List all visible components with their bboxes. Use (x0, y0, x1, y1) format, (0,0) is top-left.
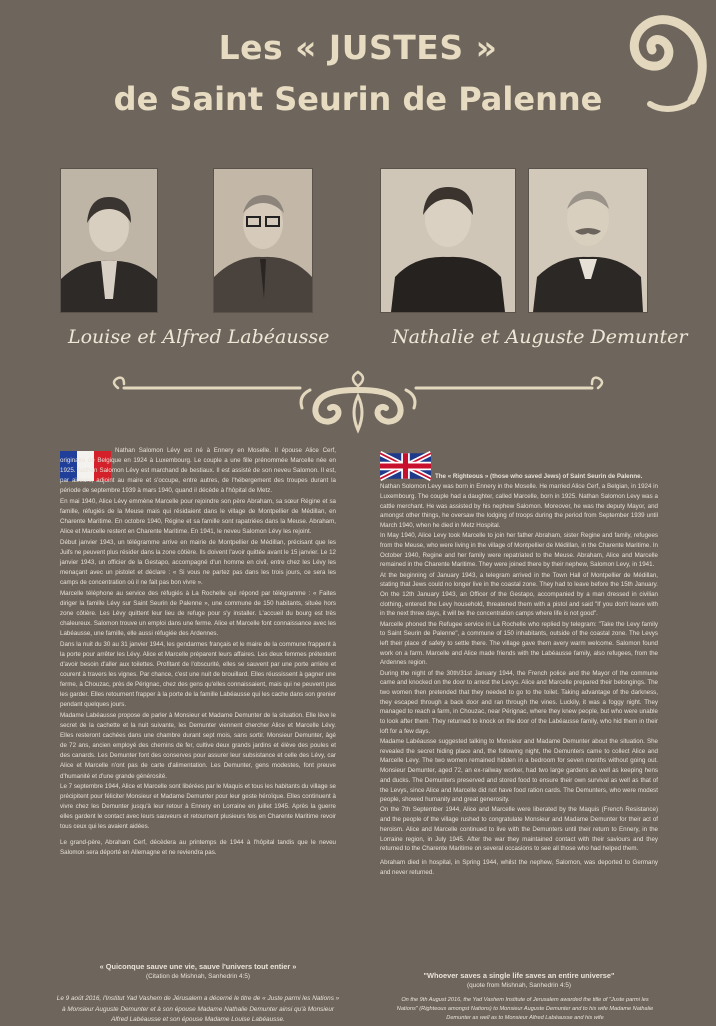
french-paragraph: Dans la nuit du 30 au 31 janvier 1944, les gendarmes français et le maire de la commune frappent à la porte pour arrêter les Lévy. Alice et Marcelle préparent leurs affaires. Les deux femmes prétextent d'avoir besoin d'aller aux toilettes. Profitant de l'obscurité, elles se sauvent par une porte arrière et courent à travers les vignes. Par chance, c'est une nuit de brouillard. Elles réussissent à gagner une ferme, à Chouzac, près de Pérignac, chez des gens qu'elles connaissaient, mais qui ne peuvent pas les garder. Elles retournent frapper à la porte de la famille Labéausse qui les cache dans son grenier pendant quelques jours. (60, 640, 336, 709)
english-paragraph: In May 1940, Alice Levy took Marcelle to join her father Abraham, sister Regine and family, refugees from the Meuse, who were living in the village of Montpellier de Médillan, in the Charente Maritime. In October 1940, Regine and her family were repatriated to the Meuse. Abraham, Alice and Marcelle remained in the Charente Maritime. They were joined there by their nephew, Salomon Levy, in 1941. (380, 532, 658, 569)
french-footnote: Le 9 août 2016, l'Institut Yad Vashem de Jérusalem a décerné le titre de « Juste parmi les Nations » à Monsieur Auguste Demunter et à son épouse Madame Nathalie Demunter ainsi qu'à Monsieur Alfred Labéausse et son épouse Madame Louise Labéausse. (56, 995, 340, 1023)
english-paragraph: On the 7th September 1944, Alice and Marcelle were liberated by the Maquis (French Resistance) and the people of the village rushed to congratulate Monsieur and Madame Demunter for their act of heroism. Alice and Marcelle continued to live with the Demunters until their return to Ennery, in the Lorraine region, in July 1945. After the war they maintained contact with their saviours and they returned to the Charente Maritime on several occasions to see all those who had helped them. (380, 806, 658, 853)
english-footnote: On the 9th August 2016, the Yad Vashem Institute of Jerusalem awarded the title of "Juste parmi les Nations" (Righteous amongst Nations) to Monsieur Auguste Demunter and to his wife Madame Nathalie Demunter as well as to Monsieur Alfred Labéausse and his wife (396, 997, 654, 1021)
portrait-louise (60, 168, 158, 313)
french-quote: « Quiconque sauve une vie, sauve l'univers tout entier » (99, 962, 297, 971)
french-quote-citation: (Citation de Mishnah, Sanhedrin 4:5) (145, 973, 251, 980)
french-paragraph: Le 7 septembre 1944, Alice et Marcelle sont libérées par le Maquis et tous les habitants du village se précipitent pour féliciter Monsieur et Madame Demunter pour leur geste héroïque. Elles continuent à vivre chez les Demunter jusqu'à leur retour à Ennery en Lorraine en juillet 1945. Après la guerre elles gardent le contact avec leurs sauveurs et retournent plusieurs fois en Charente Maritime revoir tous ceux qui les avaient aidées. (60, 783, 336, 831)
swirl-ornament-icon (622, 4, 708, 116)
english-paragraph: Madame Labéausse suggested talking to Monsieur and Madame Demunter about the situation. She revealed the secret hiding place and, the following night, the Demunters came to collect Alice and Marcelle Levy. The two women remained hidden in a bedroom for seven months without going out. Monsieur Demunter, aged 72, an ex-railway worker, had two large gardens as well as keeping hens and ducks. The Demunters preserved and stored food to ensure their own survival as well as that of the Levys, since Alice and Marcelle did not have food ration cards. The Demunters, who were modest people, showed humanity and great generosity. (380, 737, 658, 804)
page-title-line2: de Saint Seurin de Palenne (113, 80, 603, 118)
english-text-column (380, 472, 658, 878)
portrait-auguste (528, 168, 648, 313)
portrait-alfred (213, 168, 313, 313)
caption-labeausse: Louise et Alfred Labéausse (68, 326, 330, 348)
english-quote: "Whoever saves a single life saves an entire universe" (423, 971, 615, 980)
portrait-woman-icon (381, 169, 515, 312)
french-paragraph: Le grand-père, Abraham Cerf, décèdera au printemps de 1944 à l'hôpital tandis que le neveu Salomon sera déporté en Allemagne et ne reviendra pas. (60, 838, 336, 856)
french-paragraph: En mai 1940, Alice Lévy emmène Marcelle pour rejoindre son père Abraham, sa sœur Régine et sa famille, réfugiés de la Meuse mais qui résidaient dans le village de Montpellier de Médillan, en Charente Maritime. En octobre 1940, Régine et sa famille sont rapatriées dans la Meuse. Abraham, Alice et Marcelle restent en Charente Maritime. En 1941, le neveu Salomon Lévy les rejoint. (60, 497, 336, 536)
portrait-woman-icon (61, 169, 157, 312)
english-heading: The « Righteous » (those who saved Jews) of Saint Seurin de Palenne. (435, 473, 643, 480)
french-paragraph: Début janvier 1943, un télégramme arrive en mairie de Montpellier de Médillan, précisant que les Juifs ne peuvent plus résider dans la zone côtière. Ils doivent l'avoir quittée avant le 15 janvier. Le 12 janvier 1943, un officier de la Gestapo, accompagné d'un homme en civil, entre chez les Lévy les menaçant avec un pistolet et déclare : « Si vous ne partez pas dans les trois jours, ce sera les camps de concentration où il ne fait pas bon vivre ». (60, 538, 336, 587)
english-paragraph: During the night of the 30th/31st January 1944, the French police and the Mayor of the commune came and knocked on the door to arrest the Levys. Alice and Marcelle prepared their belongings. The two women then pretended that they needed to go to the toilet. Taking advantage of the darkness, they escaped through a back door and ran through the vines. Luckily, it was a foggy night. They managed to reach a farm, in Chouzac, near Pérignac, where they knew people, but who were unable to look after them. They returned to knock on the door of the Labéausse family, who hid them in their loft for a few days. (380, 669, 658, 735)
french-paragraph: Madame Labéausse propose de parler à Monsieur et Madame Demunter de la situation. Elle lève le secret de la cachette et la nuit suivante, les Demunter viennent chercher Alice et Marcelle Lévy. Elles resteront cachées dans une chambre durant sept mois, sans sortir. Monsieur Demunter, âgé de 72 ans, ancien employé des chemins de fer, cultive deux grands jardins et élève des poules et des canards. Les Demunter font des conserves pour assurer leur subsistance et celle des Lévy, car Alice et Marcelle n'ont pas de carte d'alimentation. Les Demunter, gens modestes, font preuve d'humanité et d'une grande générosité. (60, 711, 336, 780)
portrait-nathalie (380, 168, 516, 313)
english-paragraph: Nathan Solomon Levy was born in Ennery in the Moselle. He married Alice Cerf, a Belgian, in 1924 in Luxembourg. The couple had a daughter, called Marcelle, born in 1925. Nathan Salomon Levy was a cattle merchant. He was assisted by his nephew Salomon. Moreover, he was the deputy Mayor, and amongst other things, he oversaw the lodging of troops during the period from September 1939 until March 1940, when he died in Metz Hospital. (380, 483, 658, 530)
french-text-column (60, 446, 336, 858)
english-quote-citation: (quote from Mishnah, Sanhedrin 4:5) (466, 982, 572, 989)
english-paragraph: At the beginning of January 1943, a telegram arrived in the Town Hall of Montpellier de Médillan, stating that Jews could no longer live in the coastal zone. They had to leave before the 15th January. On the 12th January 1943, an Officer of the Gestapo, accompanied by a man dressed in civilian clothing, entered the Levy household, threatened them with a pistol and said "If you don't leave with in the next three days, it will be the concentration camps where life is not good". (380, 571, 658, 618)
french-lead-paragraph: Nathan Salomon Lévy est né à Ennery en Moselle. Il épouse Alice Cerf, originaire de Belgique en 1924 à Luxembourg. Le couple a une fille prénommée Marcelle née en 1925. Nathan Salomon Lévy est marchand de bestiaux. Il est assisté de son neveu Salomon. Il est, par ailleurs, adjoint au maire et s'occupe, entre autres, de l'hébergement des troupes durant la période de septembre 1939 à mars 1940, quand il décède à l'hôpital de Metz. (60, 447, 336, 495)
caption-demunter: Nathalie et Auguste Demunter (392, 326, 688, 348)
portrait-man-glasses-icon (214, 169, 312, 312)
english-paragraph: Marcelle phoned the Refugee service in La Rochelle who replied by telegram: "Take the Levy family to Saint Seurin de Palenne", a commune of 150 inhabitants, outside of the coastal zone. The Levys left their place of safety to settle there. The village gave them avery warm welcome. Salomon found work on a farm. Marcelle and Alice made friends with the Labéausse family, also refugees, from the Ardennes region. (380, 620, 658, 667)
french-paragraph: Marcelle téléphone au service des réfugiés à La Rochelle qui répond par télégramme : « Faites diriger la famille Lévy sur Saint Seurin de Palenne », une commune de 150 habitants, située hors zone côtière. Les Lévy quittent leur lieu de refuge pour s'y installer. L'accueil du bourg est très chaleureux. Salomon trouve un emploi dans une ferme. Alice et Marcelle font connaissance avec les Labéausse, une famille, elle aussi réfugiée des Ardennes. (60, 589, 336, 638)
ornament-divider-icon (110, 368, 606, 438)
portrait-man-mustache-icon (529, 169, 647, 312)
page-title-line1: Les « JUSTES » (218, 28, 498, 67)
english-paragraph: Abraham died in hospital, in Spring 1944, whilst the nephew, Salomon, was deported to Germany and never returned. (380, 858, 658, 876)
